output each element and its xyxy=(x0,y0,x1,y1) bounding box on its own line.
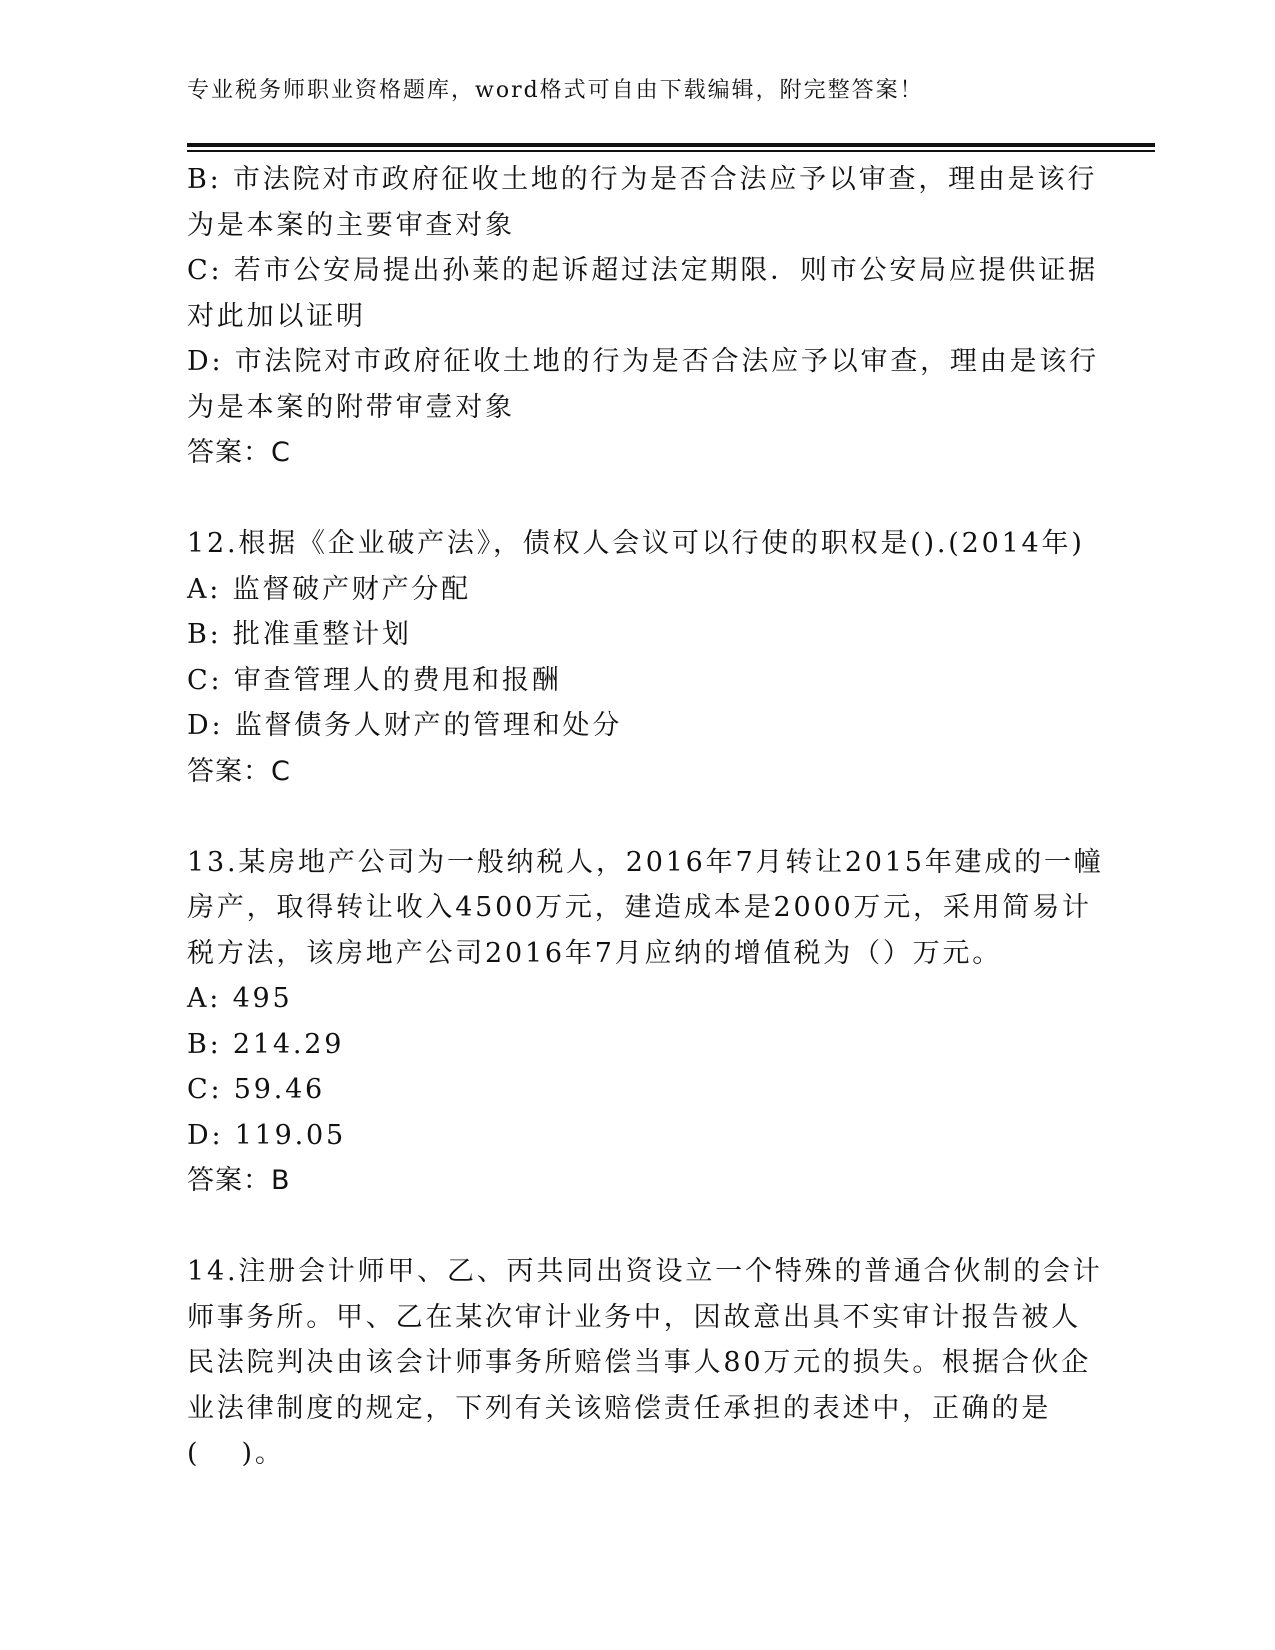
question-12-answer: 答案：C xyxy=(187,755,291,787)
question-content xyxy=(187,157,1104,1477)
question-13-option-b: B: 214.29 xyxy=(187,1028,345,1060)
option-b-line-1: B: 市法院对市政府征收土地的行为是否合法应予以审查，理由是该行 xyxy=(187,164,1098,195)
question-14-stem-line-5: ( )。 xyxy=(187,1438,285,1469)
question-13-option-d: D: 119.05 xyxy=(187,1119,347,1151)
header-rule-thick xyxy=(187,143,1155,147)
question-12-option-d: D: 监督债务人财产的管理和处分 xyxy=(187,710,623,741)
question-12 xyxy=(187,521,1087,794)
question-13-stem-line-2: 房产，取得转让收入4500万元，建造成本是2000万元，采用简易计 xyxy=(187,892,1092,923)
question-13-stem-line-3: 税方法，该房地产公司2016年7月应纳的增值税为（）万元。 xyxy=(187,937,1003,969)
question-14 xyxy=(187,1249,1103,1477)
question-11-answer: 答案：C xyxy=(187,437,291,468)
question-14-stem-line-4: 业法律制度的规定，下列有关该赔偿责任承担的表述中，正确的是 xyxy=(187,1392,1052,1424)
question-14-stem-line-3: 民法院判决由该会计师事务所赔偿当事人80万元的损失。根据合伙企 xyxy=(187,1347,1092,1378)
question-12-option-a: A: 监督破产财产分配 xyxy=(187,573,471,605)
option-d-line-2: 为是本案的附带审壹对象 xyxy=(187,391,515,423)
question-12-stem: 12.根据《企业破产法》，债权人会议可以行使的职权是().(2014年) xyxy=(187,528,1085,559)
option-b-line-2: 为是本案的主要审查对象 xyxy=(187,209,515,241)
option-c-line-2: 对此加以证明 xyxy=(187,300,366,332)
question-12-option-c: C: 审查管理人的费甩和报酬 xyxy=(187,664,562,696)
option-b xyxy=(187,157,1098,248)
question-11-options xyxy=(187,157,1099,476)
question-12-option-b: B: 批准重整计划 xyxy=(187,619,412,650)
question-13-option-a: A: 495 xyxy=(187,983,293,1014)
question-14-stem-line-1: 14.注册会计师甲、乙、丙共同出资设立一个特殊的普通合伙制的会计 xyxy=(187,1256,1103,1287)
page-header: 专业税务师职业资格题库，word格式可自由下载编辑，附完整答案！ xyxy=(187,78,924,103)
option-c xyxy=(187,248,1098,339)
option-c-line-1: C: 若市公安局提出孙莱的起诉超过法定期限．则市公安局应提供证据 xyxy=(187,255,1098,286)
question-13-stem-line-1: 13.某房地产公司为一般纳税人，2016年7月转让2015年建成的一幢 xyxy=(187,846,1104,878)
question-13 xyxy=(187,840,1104,1204)
question-13-option-c: C: 59.46 xyxy=(187,1074,326,1105)
option-d-line-1: D: 市法院对市政府征收土地的行为是否合法应予以审查，理由是该行 xyxy=(187,346,1099,377)
option-d xyxy=(187,339,1099,430)
question-13-answer: 答案：B xyxy=(187,1165,291,1196)
header-rule-thin xyxy=(187,150,1155,152)
question-14-stem-line-2: 师事务所。甲、乙在某次审计业务中，因故意出具不实审计报告被人 xyxy=(187,1301,1081,1333)
